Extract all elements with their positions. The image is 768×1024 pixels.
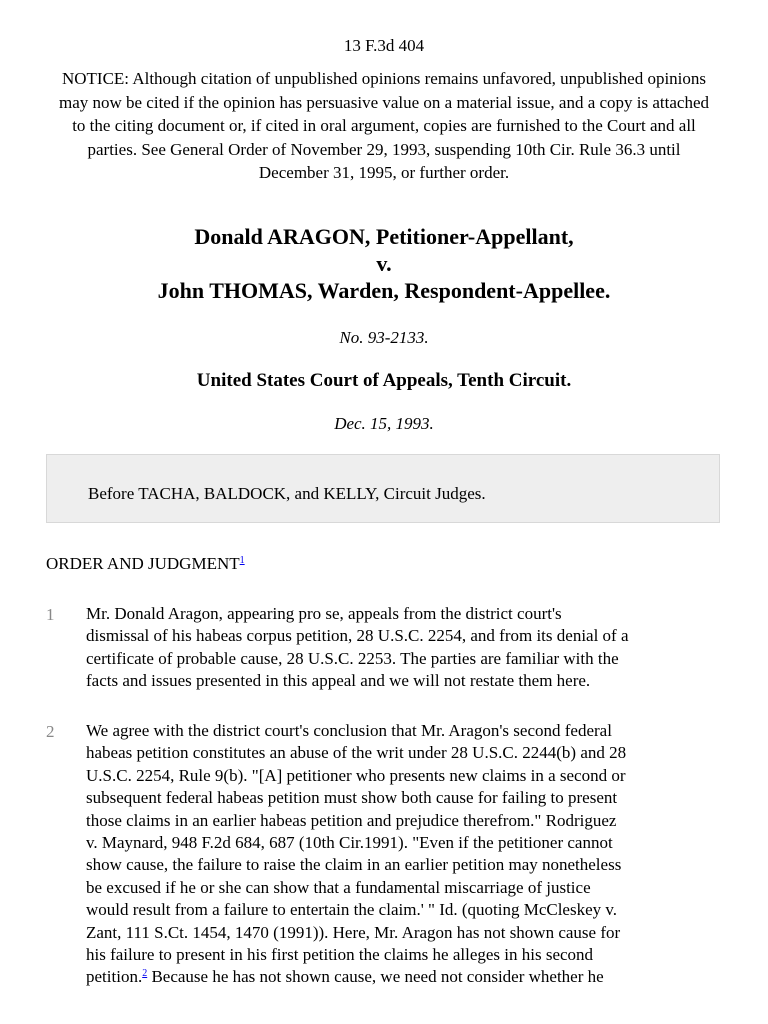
paragraph-line: be excused if he or she can show that a fundamental miscarriage of justice [86,877,591,897]
court-name: United States Court of Appeals, Tenth Circuit. [196,370,572,391]
paragraph-line: We agree with the district court's conclusion that Mr. Aragon's second federal [86,721,612,740]
order-heading [46,554,245,574]
appellee-name: John THOMAS, Warden, Respondent-Appellee. [157,278,611,303]
paragraph-text: Because he has not shown cause, we need not consider whether he [147,967,604,987]
decision-date: Dec. 15, 1993. [334,414,434,433]
paragraph-1 [86,603,728,693]
paragraph-line: Zant, 111 S.Ct. 1454, 1470 (1991)). Here, Mr. Aragon has not shown cause for [86,922,621,942]
footnote-link-1[interactable]: 1 [239,555,245,566]
order-heading-text: ORDER AND JUDGMENT [46,554,240,573]
paragraph-line: v. Maynard, 948 F.2d 684, 687 (10th Cir.1991). "Even if the petitioner cannot [86,833,613,853]
paragraph-line: U.S.C. 2254, Rule 9(b). "[A] petitioner who presents new claims in a second or [86,765,626,785]
paragraph-line [86,966,728,988]
judges-panel-text: Before TACHA, BALDOCK, and KELLY, Circuit Judges. [88,484,486,503]
paragraph-line: those claims in an earlier habeas petition and prejudice therefrom." Rodriguez [86,810,617,830]
case-caption [0,223,768,304]
versus-label: v. [376,251,392,276]
paragraph-line: habeas petition constitutes an abuse of the writ under 28 U.S.C. 2244(b) and 28 [86,743,627,763]
paragraph-line: show cause, the failure to raise the claim in an earlier petition may nonetheless [86,855,622,875]
paragraph-line: would result from a failure to entertain the claim.' " Id. (quoting McCleskey v. [86,900,618,920]
paragraph-2 [86,720,728,989]
paragraph-line: dismissal of his habeas corpus petition, 28 U.S.C. 2254, and from its denial of a [86,626,629,646]
paragraph-line: Mr. Donald Aragon, appearing pro se, appeals from the district court's [86,604,562,623]
paragraph-line: certificate of probable cause, 28 U.S.C. 2253. The parties are familiar with the [86,648,619,668]
case-citation: 13 F.3d 404 [343,36,425,55]
appellant-name: Donald ARAGON, Petitioner-Appellant, [194,224,574,249]
paragraph-line: facts and issues presented in this appeal and we will not restate them here. [86,671,591,691]
paragraph-number: 1 [46,605,55,624]
docket-number: No. 93-2133. [339,328,429,347]
unpublished-opinion-notice: NOTICE: Although citation of unpublished opinions remains unfavored, unpublished opinions may now be cited if the opinion has persuasive value on a material issue, and a copy is attached to the citing document or, if cited in oral argument, copies are furnished to the Court and all parties. See General Order of November 29, 1993, suspending 10th Cir. Rule 36.3 until December 31, 1995, or further order. [58,69,710,183]
judges-panel-box [46,454,720,523]
footnote-link-2[interactable]: 2 [142,968,148,980]
paragraph-text: petition. [86,967,143,987]
paragraph-line: subsequent federal habeas petition must show both cause for failing to present [86,788,618,808]
paragraph-number: 2 [46,722,55,741]
paragraph-line: his failure to present in his first petition the claims he alleges in his second [86,945,594,965]
